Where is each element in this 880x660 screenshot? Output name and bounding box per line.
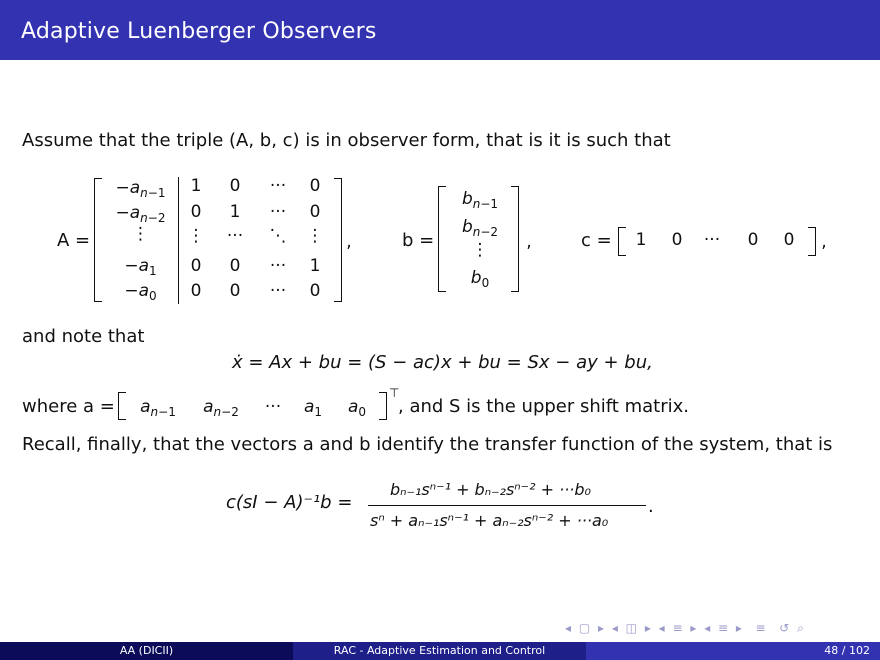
matrix-entry: 0 xyxy=(229,176,241,196)
matrix-entry: ··· xyxy=(269,281,287,301)
a-entry: $a_{n-1}$ xyxy=(140,397,176,419)
footer-author-box xyxy=(0,642,293,660)
matrix-A-label: A = xyxy=(57,230,91,251)
right-bracket xyxy=(511,186,519,292)
comma: , xyxy=(346,232,352,252)
left-bracket xyxy=(118,392,126,420)
matrix-entry: 0 xyxy=(309,281,321,301)
matrix-entry: 0 xyxy=(309,176,321,196)
matrix-entry: ⋮ xyxy=(306,226,324,246)
a-entry: $a_1$ xyxy=(303,397,323,419)
a-entry: $a_0$ xyxy=(347,397,367,419)
matrix-entry: ⋮ xyxy=(187,226,205,246)
matrix-entry: ··· xyxy=(269,256,287,276)
vector-entry: 1 xyxy=(635,230,647,250)
where-prefix: where xyxy=(22,396,78,417)
vector-entry: ⋮ xyxy=(471,240,489,260)
vector-entry: 0 xyxy=(783,230,795,250)
vector-entry: 0 xyxy=(671,230,683,250)
vector-entry: ··· xyxy=(703,230,721,250)
beamer-navigation-icons[interactable]: ◂ ▢ ▸ ◂ ◫ ▸ ◂ ≡ ▸ ◂ ≡ ▸ ≡ ↺ ⌕ xyxy=(565,621,806,635)
frame-title: Adaptive Luenberger Observers xyxy=(21,19,377,44)
where-suffix: , and S is the upper shift matrix. xyxy=(398,396,689,417)
right-bracket xyxy=(334,178,342,302)
frame-title-bar xyxy=(0,0,880,60)
matrix-entry: 0 xyxy=(229,281,241,301)
vector-b-label: b = xyxy=(402,230,435,251)
matrix-entry: ··· xyxy=(269,202,287,222)
period: . xyxy=(648,496,654,517)
right-bracket xyxy=(808,227,816,256)
a-entry: $a_{n-2}$ xyxy=(203,397,239,419)
matrix-entry: 1 xyxy=(309,256,321,276)
matrix-entry: ⋱ xyxy=(269,226,287,246)
matrix-entry: ⋮ xyxy=(132,224,149,244)
left-bracket xyxy=(94,178,102,302)
footer-author: AA (DICII) xyxy=(119,644,174,657)
matrix-entry: 0 xyxy=(190,281,202,301)
footer-page-box xyxy=(586,642,880,660)
matrix-entry: ··· xyxy=(226,226,244,246)
matrix-entry: 0 xyxy=(190,202,202,222)
matrix-entry: 0 xyxy=(309,202,321,222)
matrix-entry: $-a_1$ xyxy=(124,256,157,278)
matrix-entry: 1 xyxy=(229,202,241,222)
partition-line xyxy=(178,177,179,304)
footer-page-number: 48 / 102 xyxy=(824,644,870,657)
left-bracket xyxy=(618,227,626,256)
vector-entry: $b_{n-1}$ xyxy=(461,189,499,211)
matrix-entry: 1 xyxy=(190,176,202,196)
fraction-line xyxy=(368,505,646,506)
tf-denominator: sⁿ + aₙ₋₁sⁿ⁻¹ + aₙ₋₂sⁿ⁻² + ···a₀ xyxy=(370,511,609,530)
where-line xyxy=(22,396,115,417)
matrix-entry: $-a_{n-2}$ xyxy=(115,203,166,225)
vector-entry: 0 xyxy=(747,230,759,250)
vector-c-label: c = xyxy=(581,230,612,251)
a-vector-label: a = xyxy=(83,396,115,417)
vector-entry: $b_{n-2}$ xyxy=(461,217,499,239)
footer-title: RAC - Adaptive Estimation and Control xyxy=(333,644,546,657)
right-bracket xyxy=(379,392,387,420)
footer-title-box xyxy=(293,642,586,660)
matrix-entry: $-a_{n-1}$ xyxy=(115,178,166,200)
matrix-entry: ··· xyxy=(269,176,287,196)
recall-text: Recall, finally, that the vectors a and b identify the transfer function of the system, that is xyxy=(22,434,833,455)
matrix-entry: 0 xyxy=(229,256,241,276)
comma: , xyxy=(526,232,532,252)
left-bracket xyxy=(438,186,446,292)
tf-lhs: c(sI − A)⁻¹b = xyxy=(226,492,353,513)
matrix-entry: 0 xyxy=(190,256,202,276)
note-text: and note that xyxy=(22,326,145,347)
tf-numerator: bₙ₋₁sⁿ⁻¹ + bₙ₋₂sⁿ⁻² + ···b₀ xyxy=(390,480,591,499)
intro-text: Assume that the triple (A, b, c) is in observer form, that is it is such that xyxy=(22,130,671,151)
matrix-entry: $-a_0$ xyxy=(124,281,157,303)
transpose-mark: ⊤ xyxy=(389,386,400,400)
vector-entry: $b_0$ xyxy=(470,268,490,290)
comma: , xyxy=(821,232,827,252)
a-entry: ··· xyxy=(264,397,282,417)
state-equation: ẋ = Ax + bu = (S − ac)x + bu = Sx − ay + bu, xyxy=(232,352,653,373)
